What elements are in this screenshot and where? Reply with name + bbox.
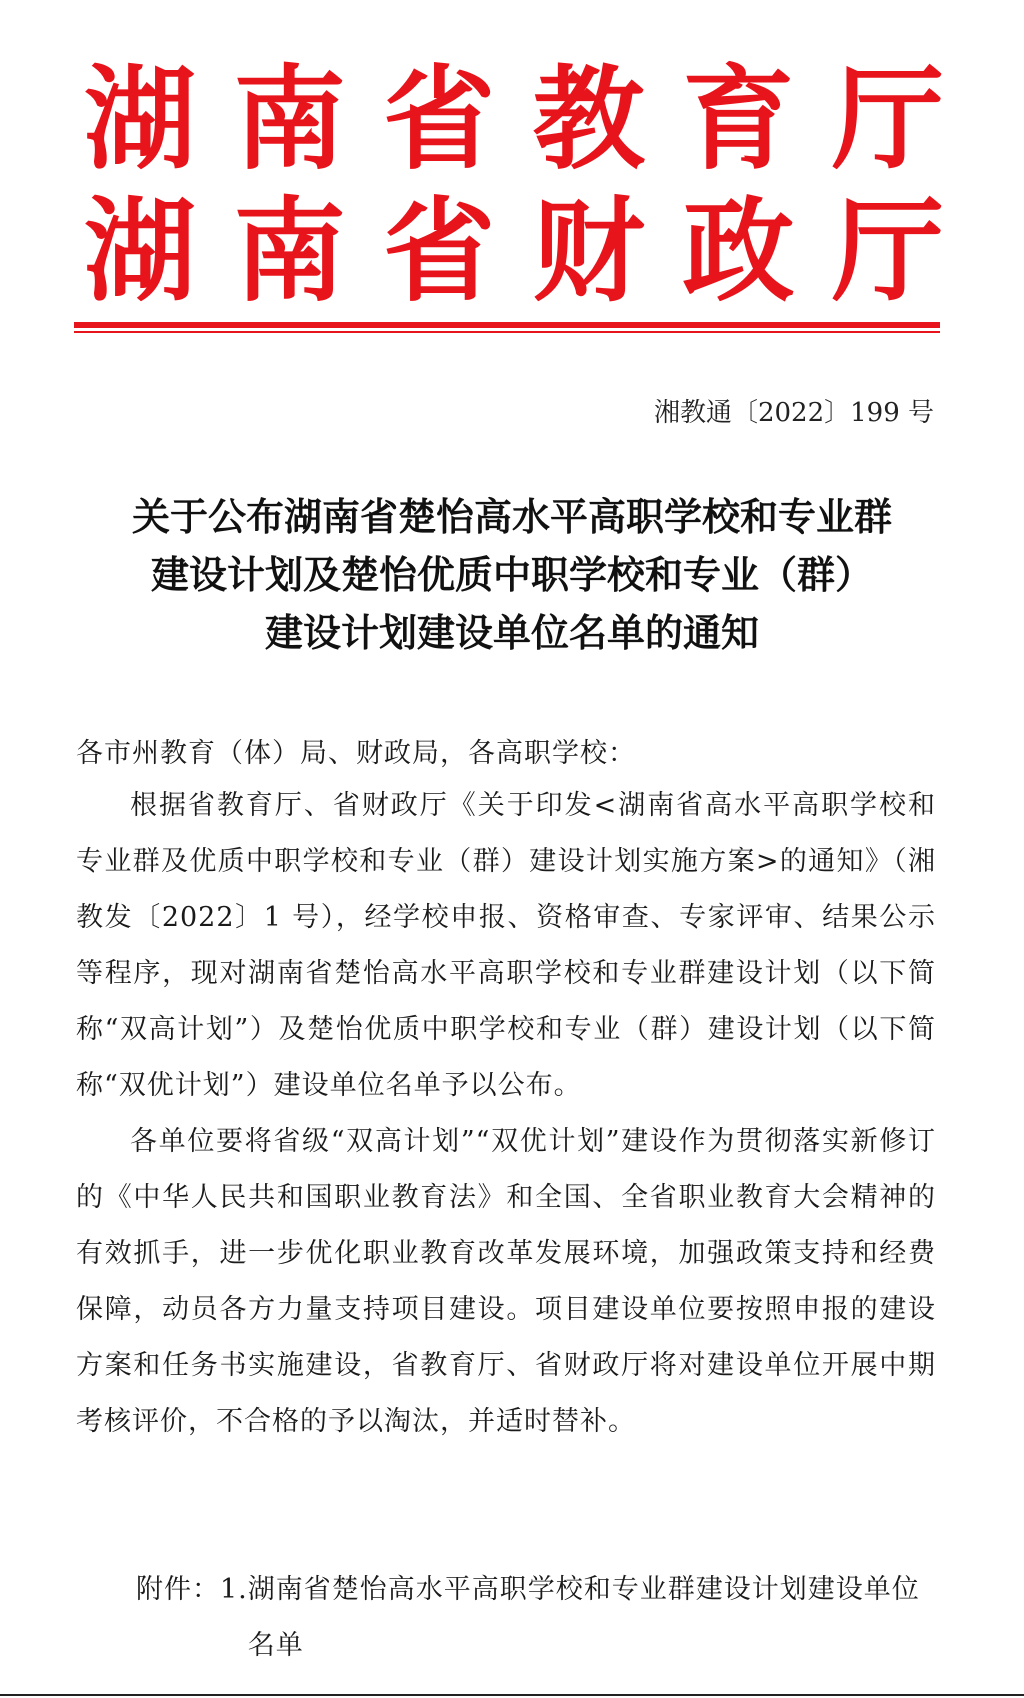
issuer-char: 厅 [831, 186, 944, 317]
issuer-char: 教 [532, 54, 645, 185]
page-bottom-edge [0, 1694, 1024, 1696]
issuer-char: 湖 [84, 186, 196, 317]
salutation: 各市州教育（体）局、财政局，各高职学校： [76, 738, 636, 769]
issuer-char: 省 [383, 186, 496, 317]
title-line: 关于公布湖南省楚怡高水平高职学校和专业群 [131, 494, 892, 539]
body-paragraph-2: 各单位要将省级“双高计划”“双优计划”建设作为贯彻落实新修订的《中华人民共和国职业教育法》和全国、全省职业教育大会精神的有效抓手，进一步优化职业教育改革发展环境，加强政策支持和经费保障，动员各方力量支持项目建设。项目建设单位要按照申报的建设方案和任务书实施建设，省教育厅、省财政厅将对建设单位开展中期考核评价，不合格的予以淘汰，并适时替补。 [76, 1126, 936, 1437]
document-number: 湘教通〔2022〕199 号 [653, 398, 934, 428]
issuer-char: 湖 [84, 54, 196, 185]
title-line: 建设计划建设单位名单的通知 [264, 610, 759, 655]
issuer-line-finance-department [84, 186, 944, 317]
attachment-item-text: 湖南省楚怡高水平高职学校和专业群建设计划建设单位名单 [247, 1574, 920, 1661]
issuer-char: 财 [532, 186, 645, 317]
issuer-char: 政 [682, 186, 795, 317]
title-line: 建设计划及楚怡优质中职学校和专业（群） [150, 552, 873, 597]
body-paragraph-1: 根据省教育厅、省财政厅《关于印发<湖南省高水平高职学校和专业群及优质中职学校和专业（群）建设计划实施方案>的通知》（湘教发〔2022〕1 号），经学校申报、资格审查、专家评审、结果公示等程序，现对湖南省楚怡高水平高职学校和专业群建设计划（以下简称“双高计划”）及楚怡优质中职学校和专业（群）建设计划（以下简称“双优计划”）建设单位名单予以公布。 [76, 790, 936, 1101]
document-title [60, 488, 964, 662]
attachment-item [136, 1562, 946, 1674]
issuer-char: 南 [233, 54, 346, 185]
red-separator-thick [74, 322, 940, 328]
issuer-char: 厅 [831, 54, 944, 185]
attachment-label: 附件：1. [136, 1574, 248, 1605]
issuer-char: 育 [682, 54, 795, 185]
issuer-char: 省 [383, 54, 496, 185]
issuer-char: 南 [233, 186, 346, 317]
attachment-list [136, 1562, 946, 1674]
red-separator-thin [74, 331, 940, 333]
issuer-line-education-department [84, 54, 944, 185]
